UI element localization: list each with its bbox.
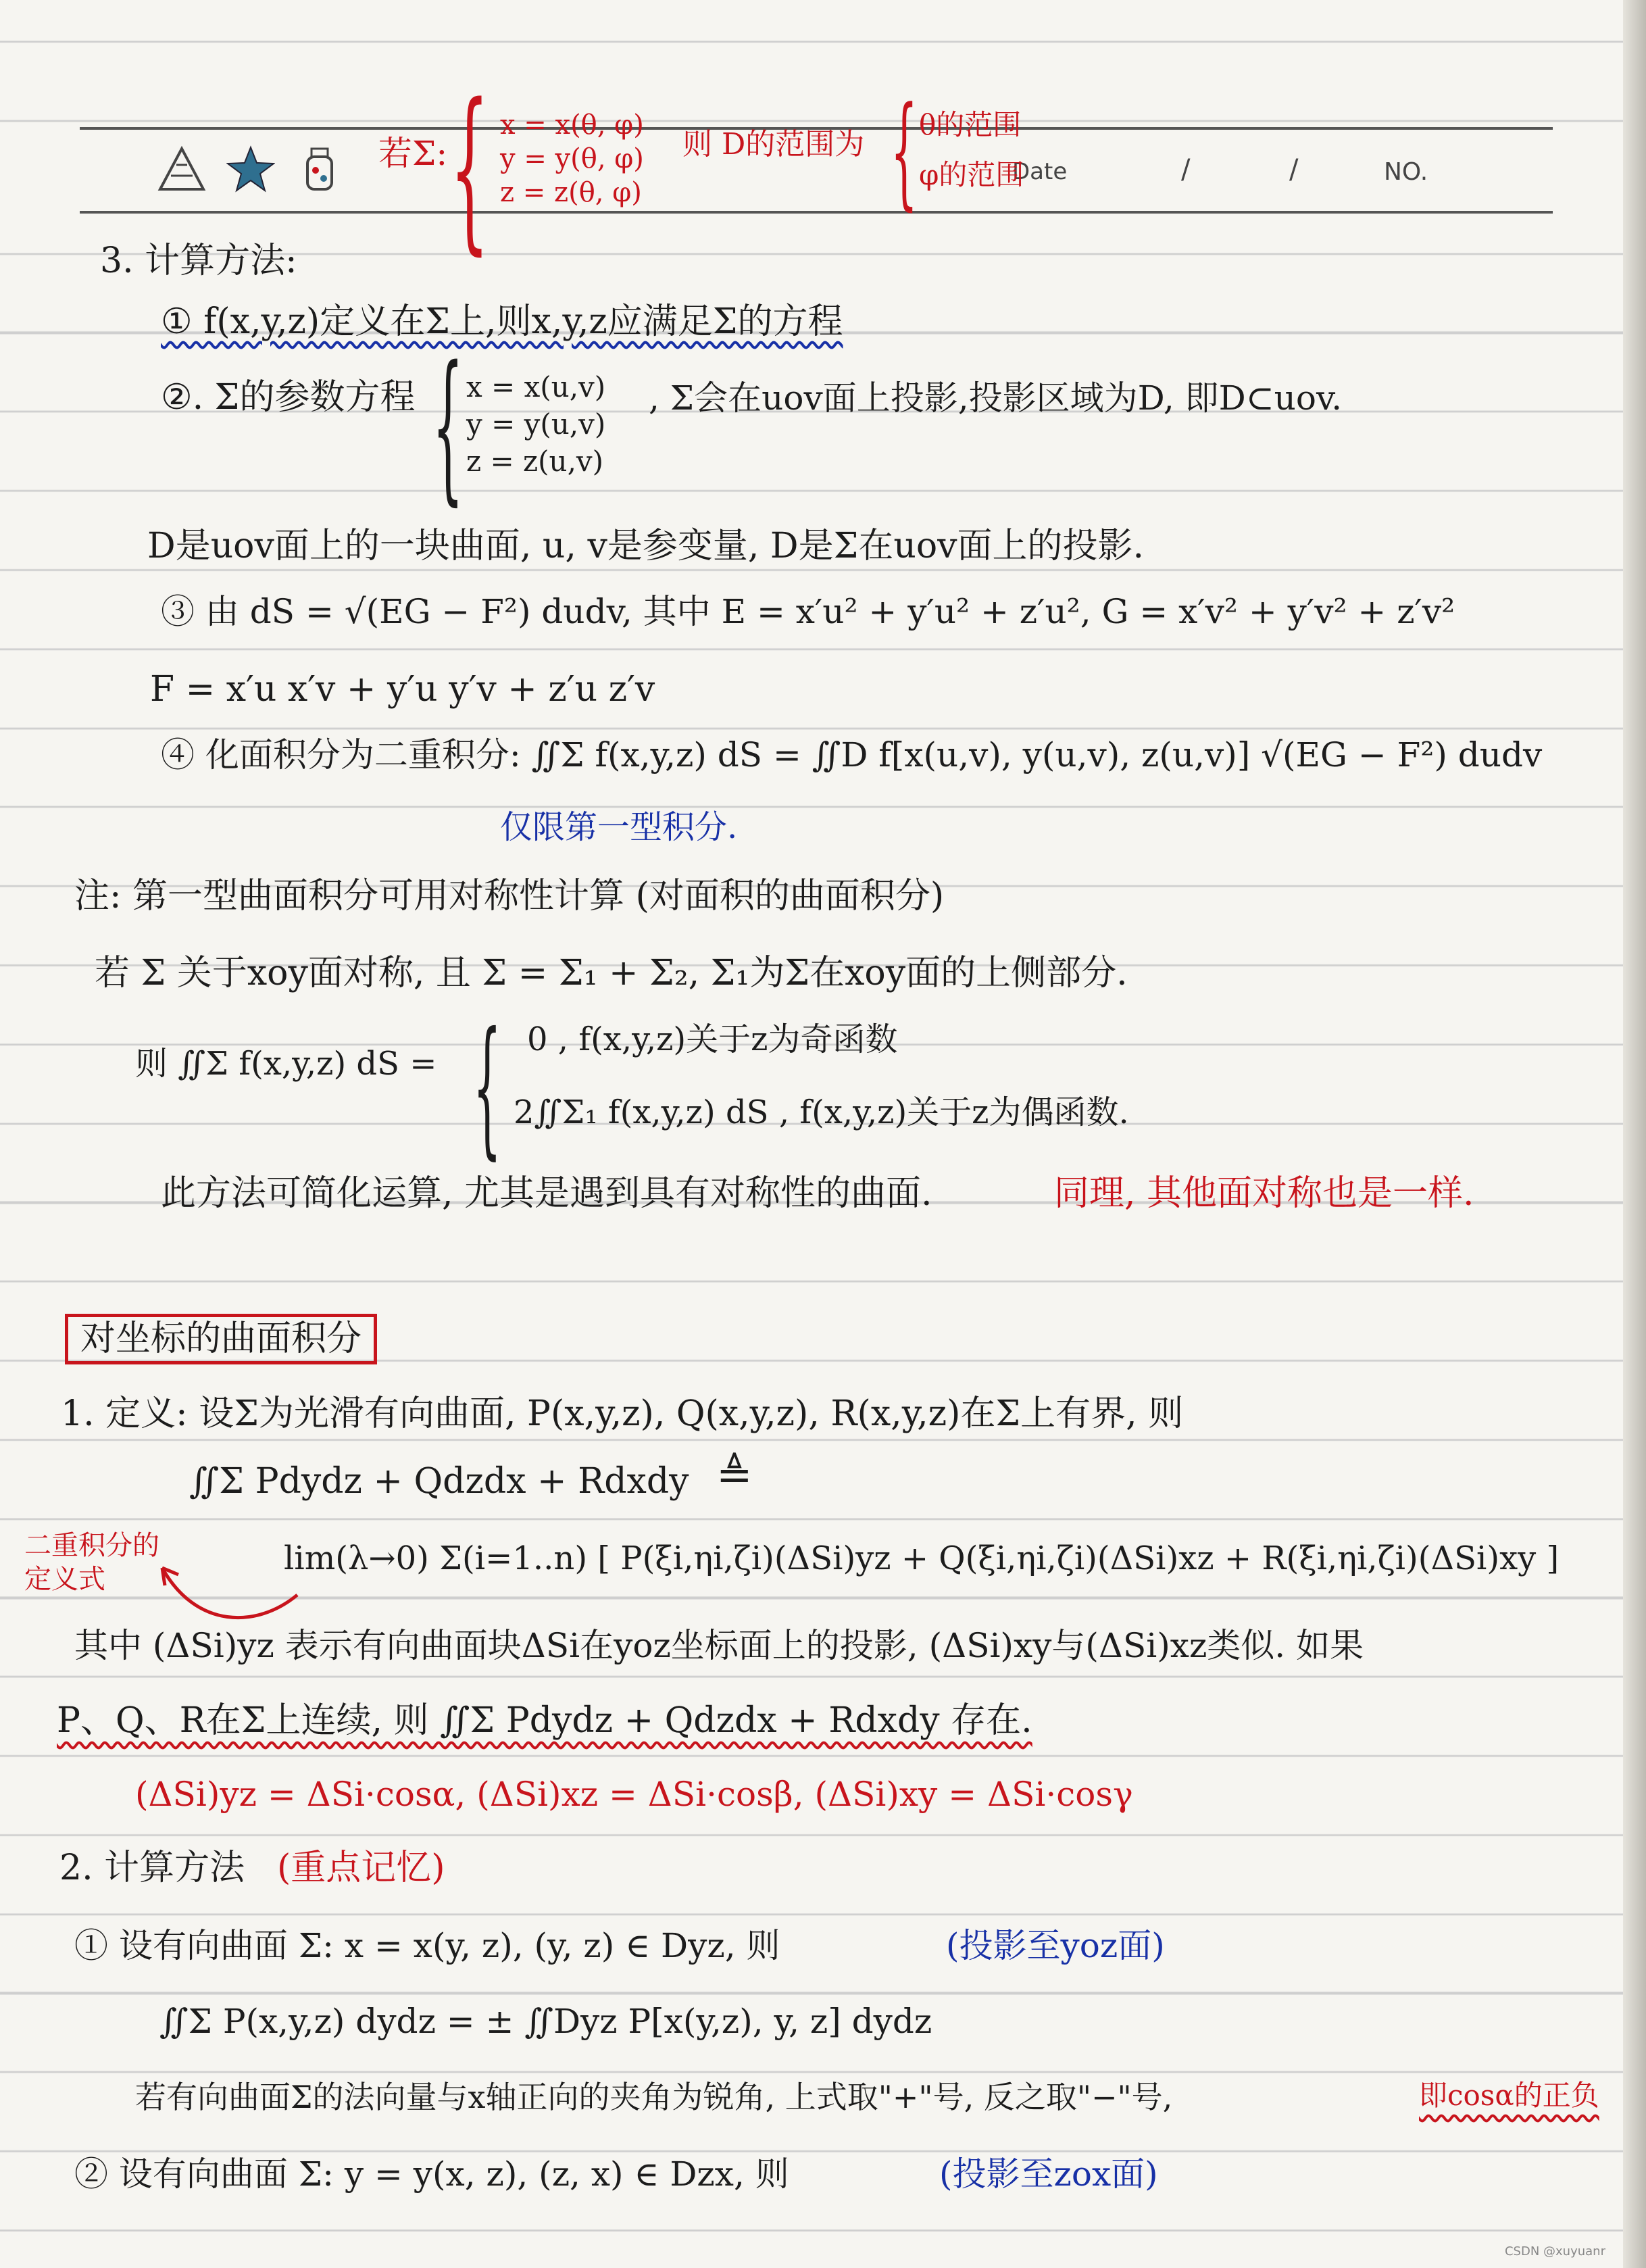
page-number-label: NO.	[1384, 158, 1428, 186]
step-3: ③ 由 dS = √(EG − F²) dudv, 其中 E = x′u² + y′u² + z′u², G = x′v² + y′v² + z′v²	[161, 592, 1455, 631]
jar-icon	[295, 145, 344, 193]
section-heading: 3. 计算方法:	[100, 241, 297, 281]
definition-where: 其中 (ΔSi)yz 表示有向曲面块ΔSi在yoz坐标面上的投影, (ΔSi)xy与(ΔSi)xz类似. 如果	[74, 1626, 1364, 1665]
notebook-binding	[1623, 0, 1646, 2268]
date-separator: /	[1289, 154, 1299, 185]
param-brace: {	[432, 331, 464, 520]
header-note-eq: x = x(θ, φ)	[500, 109, 644, 141]
method-1-sign-rule: 若有向曲面Σ的法向量与x轴正向的夹角为锐角, 上式取"+"号, 反之取"−"号,	[135, 2079, 1173, 2115]
date-label: Date	[1012, 158, 1068, 185]
header-note-range: θ的范围	[919, 108, 1022, 141]
case-even: 2∬Σ₁ f(x,y,z) dS , f(x,y,z)关于z为偶函数.	[514, 1093, 1129, 1131]
header-icons	[157, 145, 344, 193]
method-1-sign-red: 即cosα的正负	[1419, 2079, 1599, 2112]
step-2-intro: ②. Σ的参数方程	[161, 377, 416, 418]
only-first-type-note: 仅限第一型积分.	[500, 808, 738, 846]
cos-relation: (ΔSi)yz = ΔSi·cosα, (ΔSi)xz = ΔSi·cosβ, (ΔSi)xy = ΔSi·cosγ	[135, 1775, 1133, 1814]
header-note-eq: y = y(θ, φ)	[500, 143, 644, 174]
section-title-box: 对坐标的曲面积分	[65, 1314, 377, 1364]
header-note-title: 若Σ:	[378, 134, 448, 173]
d-description: D是uov面上的一块曲面, u, v是参变量, D是Σ在uov面上的投影.	[147, 526, 1145, 566]
side-note-arrow-icon	[155, 1554, 304, 1635]
method-heading: 2. 计算方法	[59, 1848, 245, 1888]
simplify-note: 此方法可简化运算, 尤其是遇到具有对称性的曲面.	[161, 1173, 932, 1214]
step-1: ① f(x,y,z)定义在Σ上,则x,y,z应满足Σ的方程	[161, 301, 843, 342]
method-emphasis: (重点记忆)	[277, 1848, 445, 1888]
triangle-icon	[157, 145, 206, 193]
step-4: ④ 化面积分为二重积分: ∬Σ f(x,y,z) dS = ∬D f[x(u,v), y(u,v), z(u,v)] √(EG − F²) dudv	[161, 735, 1543, 774]
header-note-ranges	[919, 103, 1024, 193]
param-eq: y = y(u,v)	[466, 408, 606, 441]
header-note-equations	[500, 109, 644, 208]
method-1-note: (投影至yoz面)	[946, 1926, 1165, 1965]
existence-condition: P、Q、R在Σ上连续, 则 ∬Σ Pdydz + Qdzdx + Rdxdy 存在.	[57, 1700, 1032, 1741]
f-formula: F = x′u x′v + y′u y′v + z′u z′v	[150, 669, 655, 710]
header-note-brace: {	[450, 67, 489, 271]
method-1-formula: ∬Σ P(x,y,z) dydz = ± ∬Dyz P[x(y,z), y, z] dydz	[159, 2002, 932, 2041]
definition-equal: ≜	[716, 1450, 753, 1500]
method-2: ② 设有向曲面 Σ: y = y(x, z), (z, x) ∈ Dzx, 则	[74, 2154, 789, 2194]
param-eq: x = x(u,v)	[466, 370, 606, 403]
header-note-eq: z = z(θ, φ)	[500, 177, 642, 208]
watermark: CSDN @xuyuanr	[1504, 2244, 1605, 2259]
definition-integral: ∬Σ Pdydz + Qdzdx + Rdxdy	[189, 1461, 689, 1502]
step-2-description: , Σ会在uov面上投影,投影区域为D, 即D⊂uov.	[649, 378, 1343, 418]
date-separator: /	[1181, 154, 1191, 185]
limit-definition: lim(λ→0) Σ(i=1..n) [ P(ξi,ηi,ζi)(ΔSi)yz + Q(ξi,ηi,ζi)(ΔSi)xz + R(ξi,ηi,ζi)(ΔSi)xy ]	[284, 1539, 1560, 1577]
method-2-note: (投影至zox面)	[939, 2154, 1158, 2194]
cases-brace: {	[473, 1000, 501, 1173]
simplify-red-note: 同理, 其他面对称也是一样.	[1054, 1173, 1474, 1214]
method-1: ① 设有向曲面 Σ: x = x(y, z), (y, z) ∈ Dyz, 则	[74, 1926, 780, 1965]
star-icon	[226, 145, 275, 193]
symmetry-condition: 若 Σ 关于xoy面对称, 且 Σ = Σ₁ + Σ₂, Σ₁为Σ在xoy面的上侧部分.	[95, 953, 1128, 993]
definition: 1. 定义: 设Σ为光滑有向曲面, P(x,y,z), Q(x,y,z), R(x,y,z)在Σ上有界, 则	[61, 1394, 1184, 1434]
header-note-range: φ的范围	[919, 158, 1024, 191]
header-note-then: 则 D的范围为	[682, 127, 865, 162]
then-integral: 则 ∬Σ f(x,y,z) dS =	[135, 1045, 437, 1083]
param-equations	[466, 370, 605, 478]
symmetry-note: 注: 第一型曲面积分可用对称性计算 (对面积的曲面积分)	[74, 876, 945, 916]
header-note-brace: {	[891, 81, 918, 222]
side-note: 二重积分的定义式	[24, 1530, 159, 1595]
param-eq: z = z(u,v)	[466, 445, 604, 478]
case-odd: 0 , f(x,y,z)关于z为奇函数	[527, 1020, 898, 1058]
